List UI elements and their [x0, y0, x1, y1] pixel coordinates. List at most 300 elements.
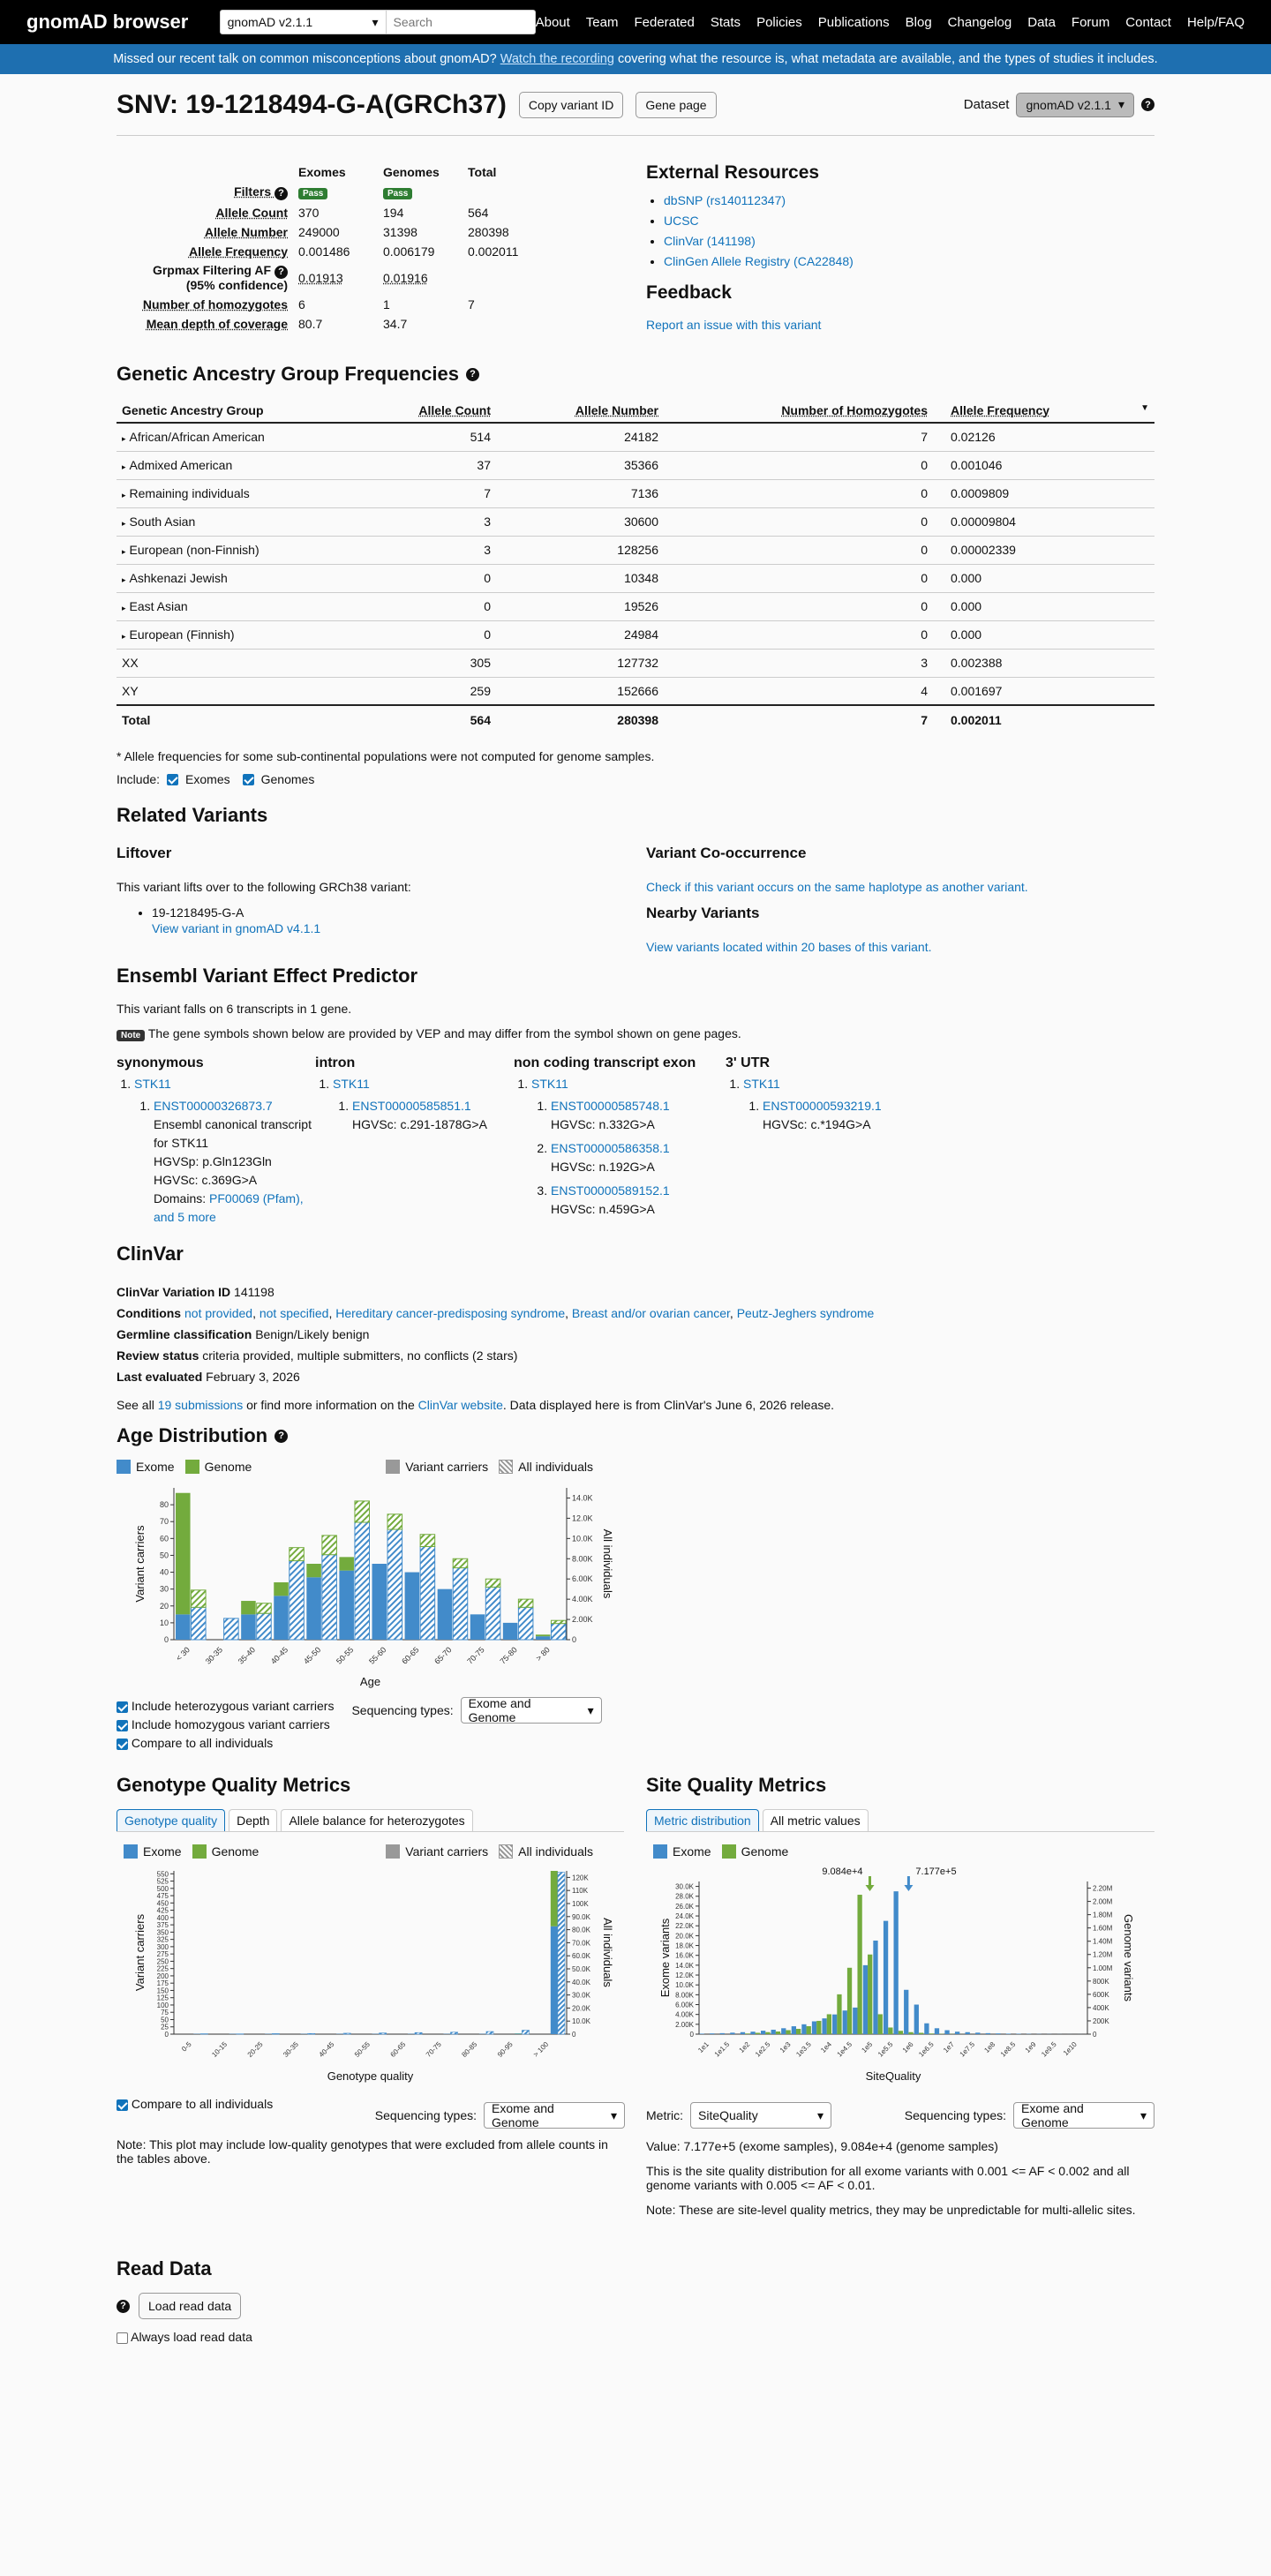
- help-icon[interactable]: ?: [275, 266, 288, 279]
- review-row: [117, 1345, 1154, 1366]
- age-distribution-chart: [117, 1479, 614, 1695]
- dataset-select-value: gnomAD v2.1.1: [227, 15, 313, 29]
- ancestry-ac-cell: 3: [408, 507, 496, 536]
- dataset-dropdown[interactable]: [1016, 93, 1134, 117]
- external-resource-link[interactable]: ClinGen Allele Registry (CA22848): [664, 254, 854, 268]
- y2-tick-label: 1.00M: [1093, 1964, 1113, 1972]
- clinvar-id-row: [117, 1281, 1154, 1303]
- clinvar-id-label: ClinVar Variation ID: [117, 1285, 231, 1299]
- exome-bar: [955, 2032, 959, 2034]
- summary-col-exomes: Exomes: [298, 165, 346, 179]
- y2-tick-label: 100K: [572, 1900, 589, 1908]
- tab-depth[interactable]: Depth: [229, 1809, 277, 1831]
- vep-transcript-link[interactable]: ENST00000326873.7: [154, 1099, 273, 1113]
- all-individuals-bar: [558, 1872, 565, 2034]
- nav-link[interactable]: Policies: [756, 14, 802, 30]
- exome-bar: [761, 2031, 765, 2034]
- y-tick-label: 350: [156, 1928, 169, 1937]
- vep-transcript-detail: HGVSc: n.332G>A: [551, 1117, 655, 1131]
- expand-arrow-icon[interactable]: ▸: [122, 462, 126, 471]
- nav-link[interactable]: Forum: [1071, 14, 1110, 30]
- y-tick-label: 4.00K: [675, 2010, 694, 2019]
- exome-bar: [1006, 2033, 1011, 2034]
- clinvar-id: 141198: [234, 1285, 275, 1299]
- vep-consequence-column: [315, 1055, 514, 1232]
- ancestry-hom-cell: 0: [664, 507, 933, 536]
- y2-tick-label: 1.40M: [1093, 1937, 1113, 1946]
- ancestry-row[interactable]: [117, 620, 1154, 649]
- y-tick-label: 125: [156, 1994, 169, 2002]
- nav-link[interactable]: Stats: [710, 14, 741, 30]
- site-quality-title: Site Quality Metrics: [646, 1774, 827, 1796]
- total-an: 280398: [496, 705, 664, 733]
- vep-transcript-link[interactable]: ENST00000586358.1: [551, 1141, 670, 1155]
- liftover-link[interactable]: View variant in gnomAD v4.1.1: [152, 921, 321, 935]
- expand-arrow-icon[interactable]: ▸: [122, 434, 126, 444]
- y-tick-label: 60: [159, 1534, 169, 1543]
- nav-link[interactable]: About: [535, 14, 570, 30]
- filter-genomes: [378, 182, 463, 203]
- vep-gene-item: [134, 1075, 315, 1227]
- sq-seq-select[interactable]: [1013, 2102, 1154, 2129]
- genome-bar: [807, 2026, 811, 2034]
- ancestry-row[interactable]: [117, 451, 1154, 479]
- x-tick-label: 70-75: [424, 2040, 443, 2059]
- report-issue-link[interactable]: Report an issue with this variant: [646, 318, 822, 332]
- liftover-text: This variant lifts over to the following GRCh38 variant:: [117, 880, 411, 894]
- summary-row-label-line2: (95% confidence): [185, 277, 288, 292]
- y-tick-label: 30.0K: [675, 1882, 694, 1891]
- include-label: Include:: [117, 772, 161, 786]
- vep-transcript-link[interactable]: ENST00000585748.1: [551, 1099, 670, 1113]
- summary-cell: 280398: [468, 224, 509, 239]
- x-tick-label: 50-55: [335, 1645, 356, 1666]
- ancestry-ac-cell: 0: [408, 564, 496, 592]
- ancestry-row[interactable]: [117, 507, 1154, 536]
- x-tick-label: 45-50: [301, 1645, 323, 1666]
- vep-transcript-item: [551, 1097, 726, 1134]
- nearby-variants-title: Nearby Variants: [646, 905, 760, 921]
- nav-link[interactable]: Data: [1027, 14, 1056, 30]
- ancestry-hom-cell: 0: [664, 536, 933, 564]
- external-resources-title: External Resources: [646, 162, 820, 183]
- help-icon[interactable]: ?: [466, 368, 479, 381]
- x-tick-label: 40-45: [268, 1645, 290, 1666]
- ancestry-group-name: Ashkenazi Jewish: [129, 571, 228, 585]
- x-tick-label: 80-85: [460, 2040, 479, 2059]
- ancestry-group-name: African/African American: [129, 430, 265, 445]
- sq-value-text: Value: 7.177e+5 (exome samples), 9.084e+4 (genome samples): [646, 2139, 998, 2153]
- vep-transcript-detail: HGVSc: n.459G>A: [551, 1202, 655, 1216]
- exome-all-bar: [192, 1607, 207, 1640]
- genome-bar: [878, 2014, 883, 2034]
- exome-swatch: [117, 1460, 131, 1474]
- vep-transcript-link[interactable]: ENST00000585851.1: [352, 1099, 471, 1113]
- vep-gene-list: [514, 1075, 726, 1219]
- vep-note-text: The gene symbols shown below are provided by VEP and may differ from the symbol shown on gene pages.: [147, 1026, 741, 1040]
- exome-bar: [822, 2018, 826, 2034]
- ancestry-rows: [117, 423, 1154, 705]
- ancestry-row[interactable]: [117, 536, 1154, 564]
- clinvar-footer: [117, 1394, 1154, 1416]
- vep-consequence-title: 3' UTR: [726, 1055, 771, 1070]
- ancestry-footnote: * Allele frequencies for some sub-continental populations were not computed for genome samples.: [117, 749, 655, 763]
- ancestry-af-cell: 0.000: [933, 620, 1154, 649]
- exome-all-bar: [387, 1529, 402, 1640]
- clinvar-condition-link[interactable]: not specified: [259, 1306, 329, 1320]
- exome-carrier-bar: [372, 1564, 387, 1640]
- y-tick-label: 175: [156, 1979, 169, 1988]
- summary-cell: 7: [468, 297, 475, 312]
- exome-bar: [792, 2026, 796, 2034]
- summary-col-genomes: Genomes: [383, 165, 440, 179]
- evaluated-value: February 3, 2026: [206, 1370, 300, 1384]
- y-tick-label: 10.0K: [675, 1981, 694, 1990]
- genome-bar: [888, 2027, 892, 2034]
- exome-carrier-bar: [306, 1577, 321, 1640]
- y-tick-label: 550: [156, 1870, 169, 1879]
- legend-genome: Genome: [204, 1460, 252, 1474]
- nav-link[interactable]: Federated: [634, 14, 695, 30]
- vep-transcript-link[interactable]: ENST00000589152.1: [551, 1183, 670, 1198]
- y2-tick-label: 90.0K: [572, 1912, 590, 1921]
- evaluated-row: [117, 1366, 1154, 1387]
- metric-select[interactable]: [690, 2102, 831, 2129]
- col-allele-frequency[interactable]: [933, 398, 1154, 423]
- genome-all-bar: [257, 1603, 272, 1613]
- include-genomes-checkbox[interactable]: [243, 774, 254, 785]
- vep-transcript-item: [352, 1097, 514, 1134]
- clinvar-condition-link[interactable]: Peutz-Jeghers syndrome: [736, 1306, 875, 1320]
- exome-bar: [741, 2032, 745, 2034]
- vep-transcript-link[interactable]: ENST00000593219.1: [763, 1099, 882, 1113]
- y2-tick-label: 4.00K: [572, 1595, 593, 1604]
- vep-transcript-list: [134, 1097, 315, 1227]
- related-variants-title: Related Variants: [117, 804, 268, 826]
- external-resource-link[interactable]: dbSNP (rs140112347): [664, 193, 786, 207]
- expand-arrow-icon[interactable]: ▸: [122, 604, 126, 612]
- ancestry-row[interactable]: [117, 564, 1154, 592]
- search-input[interactable]: Search: [387, 10, 536, 34]
- nav-link[interactable]: Team: [585, 14, 619, 30]
- sq-description: This is the site quality distribution for all exome variants with 0.001 <= AF < 0.002 and all genome variants with 0.005 <= AF < 0.01.: [646, 2164, 1130, 2192]
- dataset-select[interactable]: [220, 10, 387, 34]
- exome-bar: [863, 1965, 868, 2034]
- clinvar-website-link[interactable]: ClinVar website: [417, 1398, 503, 1412]
- clinvar-condition-link[interactable]: not provided: [184, 1306, 253, 1320]
- variant-title-bar: [117, 74, 1154, 136]
- x-tick-label: 1e10: [1061, 2040, 1079, 2057]
- gq-seq-value: Exome and Genome: [492, 2101, 554, 2129]
- expand-arrow-icon[interactable]: ▸: [122, 575, 126, 584]
- vep-title: Ensembl Variant Effect Predictor: [117, 965, 418, 987]
- y-tick-label: 50: [159, 1551, 169, 1560]
- vep-transcript-detail: Ensembl canonical transcript for STK11: [154, 1117, 312, 1150]
- copy-variant-id-button[interactable]: Copy variant ID: [519, 92, 623, 118]
- genome-all-bar: [518, 1599, 533, 1607]
- x-tick-label: 1e5: [860, 2040, 875, 2054]
- genome-bar: [847, 1968, 852, 2034]
- banner-text-after: covering what the resource is, what metadata are available, and the types of studies it includes.: [617, 52, 1158, 66]
- summary-cell: 1: [383, 297, 390, 312]
- y-tick-label: 225: [156, 1964, 169, 1973]
- tab-all-metric-values[interactable]: All metric values: [763, 1809, 869, 1831]
- ancestry-hom-cell: 0: [664, 479, 933, 507]
- vep-consequence-column: [117, 1055, 315, 1232]
- genome-carrier-bar: [306, 1564, 321, 1577]
- external-resource-item: [664, 252, 1154, 272]
- x-tick-label: 1e7.5: [958, 2040, 977, 2059]
- vep-domains-link[interactable]: PF00069 (Pfam), and 5 more: [154, 1191, 304, 1224]
- vep-transcript-detail: HGVSc: c.369G>A: [154, 1173, 258, 1187]
- evaluated-label: Last evaluated: [117, 1370, 203, 1384]
- ancestry-an-cell: 128256: [496, 536, 664, 564]
- x-tick-label: > 80: [534, 1645, 552, 1663]
- gq-tabs: [117, 1809, 624, 1832]
- total-hom: 7: [664, 705, 933, 733]
- ancestry-group-name: Admixed American: [129, 458, 233, 472]
- summary-corner: [117, 162, 293, 182]
- exome-carrier-bar: [274, 1596, 289, 1640]
- clinvar-condition-link[interactable]: Breast and/or ovarian cancer: [571, 1306, 730, 1320]
- load-read-data-button[interactable]: Load read data: [139, 2293, 241, 2319]
- vep-gene-link[interactable]: STK11: [531, 1077, 568, 1091]
- vep-gene-link[interactable]: STK11: [333, 1077, 370, 1091]
- top-nav: [0, 0, 1271, 44]
- vep-consequence-title: intron: [315, 1055, 356, 1070]
- genome-carrier-bar: [176, 1493, 191, 1615]
- x-axis-label: SiteQuality: [865, 2069, 921, 2083]
- x-tick-label: 1e8: [982, 2040, 997, 2054]
- y-tick-label: 20.0K: [675, 1932, 694, 1941]
- x-tick-label: 50-55: [353, 2040, 372, 2059]
- x-tick-label: 60-65: [388, 2040, 408, 2059]
- nav-link[interactable]: Contact: [1125, 14, 1171, 30]
- ancestry-af-cell: 0.002388: [933, 649, 1154, 677]
- caret-down-icon: ▾: [816, 2107, 824, 2122]
- nav-link[interactable]: Publications: [817, 14, 890, 30]
- y-tick-label: 22.0K: [675, 1922, 694, 1931]
- ancestry-ac-cell: 0: [408, 620, 496, 649]
- help-icon[interactable]: ?: [1141, 98, 1154, 111]
- ancestry-group-name: South Asian: [129, 514, 196, 529]
- legend-all: All individuals: [518, 1844, 593, 1859]
- genome-carrier-bar: [339, 1557, 354, 1570]
- col-ancestry-group[interactable]: Genetic Ancestry Group: [117, 398, 408, 423]
- ancestry-table: [117, 398, 1154, 733]
- nav-links: [536, 15, 1245, 30]
- exome-bar: [986, 2033, 990, 2034]
- summary-row-label: Allele Number: [204, 224, 288, 239]
- y-tick-label: 0: [164, 2031, 169, 2039]
- help-icon[interactable]: ?: [117, 2300, 130, 2313]
- age-seq-label: Sequencing types:: [351, 1703, 454, 1717]
- expand-arrow-icon[interactable]: ▸: [122, 519, 126, 528]
- nearby-variants-link[interactable]: View variants located within 20 bases of this variant.: [646, 940, 932, 954]
- genome-all-bar: [387, 1514, 402, 1529]
- summary-cell: 0.01916: [383, 270, 428, 285]
- caret-down-icon: ▾: [610, 2107, 617, 2122]
- exome-carrier-bar: [515, 2033, 522, 2034]
- help-icon[interactable]: ?: [275, 187, 288, 200]
- exome-carrier-bar: [339, 1571, 354, 1640]
- expand-arrow-icon[interactable]: ▸: [122, 632, 126, 641]
- summary-row-label-line1: Grpmax Filtering AF: [152, 262, 271, 277]
- tab-allele-balance[interactable]: Allele balance for heterozygotes: [281, 1809, 472, 1831]
- banner-link[interactable]: Watch the recording: [500, 52, 614, 66]
- all-individuals-bar: [308, 2033, 315, 2034]
- ancestry-group-name: XY: [122, 683, 139, 698]
- x-tick-label: 90-95: [495, 2040, 515, 2059]
- genome-bar: [868, 1955, 872, 2034]
- liftover-title: Liftover: [117, 845, 172, 861]
- legend-carriers: Variant carriers: [405, 1844, 489, 1859]
- x-tick-label: > 100: [531, 2040, 551, 2059]
- vep-gene-list: [726, 1075, 924, 1134]
- x-tick-label: 55-60: [367, 1645, 388, 1666]
- exome-bar: [801, 2024, 806, 2034]
- vep-intro: This variant falls on 6 transcripts in 1 gene.: [117, 1002, 352, 1016]
- y2-tick-label: 600K: [1093, 1990, 1109, 1999]
- include-exomes-label: Exomes: [185, 772, 230, 786]
- conditions-label: Conditions: [117, 1306, 182, 1320]
- vep-transcript-list: [531, 1097, 726, 1219]
- gene-page-button[interactable]: Gene page: [636, 92, 716, 118]
- clinvar-submissions-link[interactable]: 19 submissions: [157, 1398, 244, 1412]
- external-resource-item: [664, 211, 1154, 231]
- external-resource-link[interactable]: UCSC: [664, 214, 699, 228]
- external-resource-link[interactable]: ClinVar (141198): [664, 234, 756, 248]
- x-tick-label: 30-35: [203, 1645, 225, 1666]
- y-tick-label: 10: [159, 1618, 169, 1627]
- summary-cell: 564: [468, 205, 489, 220]
- vep-domains: [154, 1190, 315, 1227]
- caret-down-icon: ▾: [1117, 97, 1124, 111]
- nav-link[interactable]: Help/FAQ: [1186, 14, 1245, 30]
- expand-arrow-icon[interactable]: ▸: [122, 547, 126, 556]
- help-icon[interactable]: ?: [275, 1430, 288, 1443]
- exome-all-bar: [518, 1607, 533, 1640]
- col-allele-count[interactable]: Allele Count: [408, 398, 496, 423]
- x-axis-label: Genotype quality: [327, 2069, 414, 2083]
- legend-exome: Exome: [136, 1460, 175, 1474]
- ancestry-total-row: [117, 705, 1154, 733]
- y2-tick-label: 10.0K: [572, 2017, 590, 2026]
- y-tick-label: 80: [159, 1500, 169, 1510]
- ancestry-af-cell: 0.0009809: [933, 479, 1154, 507]
- vep-transcript-item: [763, 1097, 924, 1134]
- ancestry-hom-cell: 0: [664, 451, 933, 479]
- genome-all-bar: [453, 1558, 468, 1567]
- nav-link[interactable]: Changelog: [947, 14, 1012, 30]
- genome-bar: [816, 2021, 821, 2034]
- ancestry-af-cell: 0.000: [933, 592, 1154, 620]
- x-tick-label: 1e7: [942, 2040, 956, 2054]
- always-load-checkbox[interactable]: [117, 2332, 128, 2344]
- tab-metric-distribution[interactable]: Metric distribution: [646, 1809, 759, 1831]
- age-compare-checkbox[interactable]: [117, 1739, 128, 1750]
- vep-gene-link[interactable]: STK11: [743, 1077, 780, 1091]
- x-tick-label: 1e9.5: [1040, 2040, 1058, 2059]
- ancestry-hom-cell: 0: [664, 592, 933, 620]
- gq-seq-label: Sequencing types:: [374, 2108, 477, 2122]
- exome-all-bar: [485, 1587, 500, 1640]
- exome-bar: [720, 2033, 725, 2034]
- x-tick-label: 20-25: [245, 2040, 265, 2059]
- include-het-checkbox[interactable]: [117, 1701, 128, 1713]
- ancestry-group-cell: [117, 479, 408, 507]
- cooccurrence-link[interactable]: Check if this variant occurs on the same haplotype as another variant.: [646, 880, 1028, 894]
- all-individuals-swatch: [499, 1844, 513, 1859]
- include-hom-checkbox[interactable]: [117, 1720, 128, 1731]
- genome-bar: [899, 2031, 903, 2034]
- x-tick-label: 40-45: [317, 2040, 336, 2059]
- age-compare-label: Compare to all individuals: [131, 1736, 274, 1750]
- exome-carrier-bar: [470, 1614, 485, 1640]
- gq-seq-select[interactable]: [484, 2102, 625, 2129]
- always-load-label: Always load read data: [131, 2330, 252, 2344]
- clinvar-condition-link[interactable]: Hereditary cancer-predisposing syndrome: [335, 1306, 566, 1320]
- y-tick-label: 30: [159, 1584, 169, 1594]
- brand-logo[interactable]: gnomAD browser: [26, 11, 189, 33]
- vep-consequence-column: [726, 1055, 924, 1232]
- ancestry-row[interactable]: [117, 479, 1154, 507]
- col-homozygotes[interactable]: Number of Homozygotes: [664, 398, 933, 423]
- include-hom-label: Include homozygous variant carriers: [131, 1717, 330, 1731]
- vep-transcript-detail: HGVSc: c.*194G>A: [763, 1117, 871, 1131]
- page-title: SNV: 19-1218494-G-A(GRCh37): [117, 89, 507, 119]
- tab-genotype-quality[interactable]: Genotype quality: [117, 1809, 225, 1831]
- vep-transcript-detail: HGVSc: n.192G>A: [551, 1160, 655, 1174]
- ancestry-row[interactable]: [117, 423, 1154, 451]
- genome-bar: [765, 2032, 770, 2034]
- ancestry-an-cell: 152666: [496, 677, 664, 705]
- all-individuals-swatch: [499, 1460, 513, 1474]
- feedback-title: Feedback: [646, 282, 732, 303]
- exome-bar: [781, 2028, 786, 2034]
- ancestry-group-name: European (Finnish): [129, 627, 235, 642]
- gq-compare-checkbox[interactable]: [117, 2099, 128, 2111]
- y-tick-label: 6.00K: [675, 2001, 694, 2009]
- y2-tick-label: 30.0K: [572, 1991, 590, 2000]
- summary-cell: 370: [298, 205, 320, 220]
- vep-note: [117, 1026, 1154, 1041]
- ancestry-row[interactable]: [117, 592, 1154, 620]
- genome-carrier-bar: [536, 1634, 551, 1636]
- summary-rows: [117, 203, 547, 334]
- age-seq-select[interactable]: [461, 1697, 602, 1724]
- y-tick-label: 150: [156, 1986, 169, 1995]
- expand-arrow-icon[interactable]: ▸: [122, 491, 126, 499]
- nav-link[interactable]: Blog: [905, 14, 932, 30]
- exome-bar: [812, 2021, 816, 2034]
- marker-arrow-icon: [866, 1885, 875, 1891]
- exome-carrier-bar: [551, 1926, 558, 2034]
- genome-bar: [857, 1895, 861, 2034]
- banner-text: Missed our recent talk on common misconceptions about gnomAD?: [113, 52, 497, 66]
- include-exomes-checkbox[interactable]: [167, 774, 178, 785]
- ancestry-hom-cell: 3: [664, 649, 933, 677]
- vep-gene-link[interactable]: STK11: [134, 1077, 171, 1091]
- variant-carriers-swatch: [386, 1460, 400, 1474]
- exome-all-bar: [322, 1555, 337, 1640]
- y-axis-label: Exome variants: [658, 1918, 672, 1998]
- col-allele-number[interactable]: Allele Number: [496, 398, 664, 423]
- exome-swatch: [124, 1844, 138, 1859]
- y2-tick-label: 6.00K: [572, 1574, 593, 1584]
- genome-all-bar: [290, 1548, 305, 1561]
- exome-all-bar: [355, 1522, 370, 1640]
